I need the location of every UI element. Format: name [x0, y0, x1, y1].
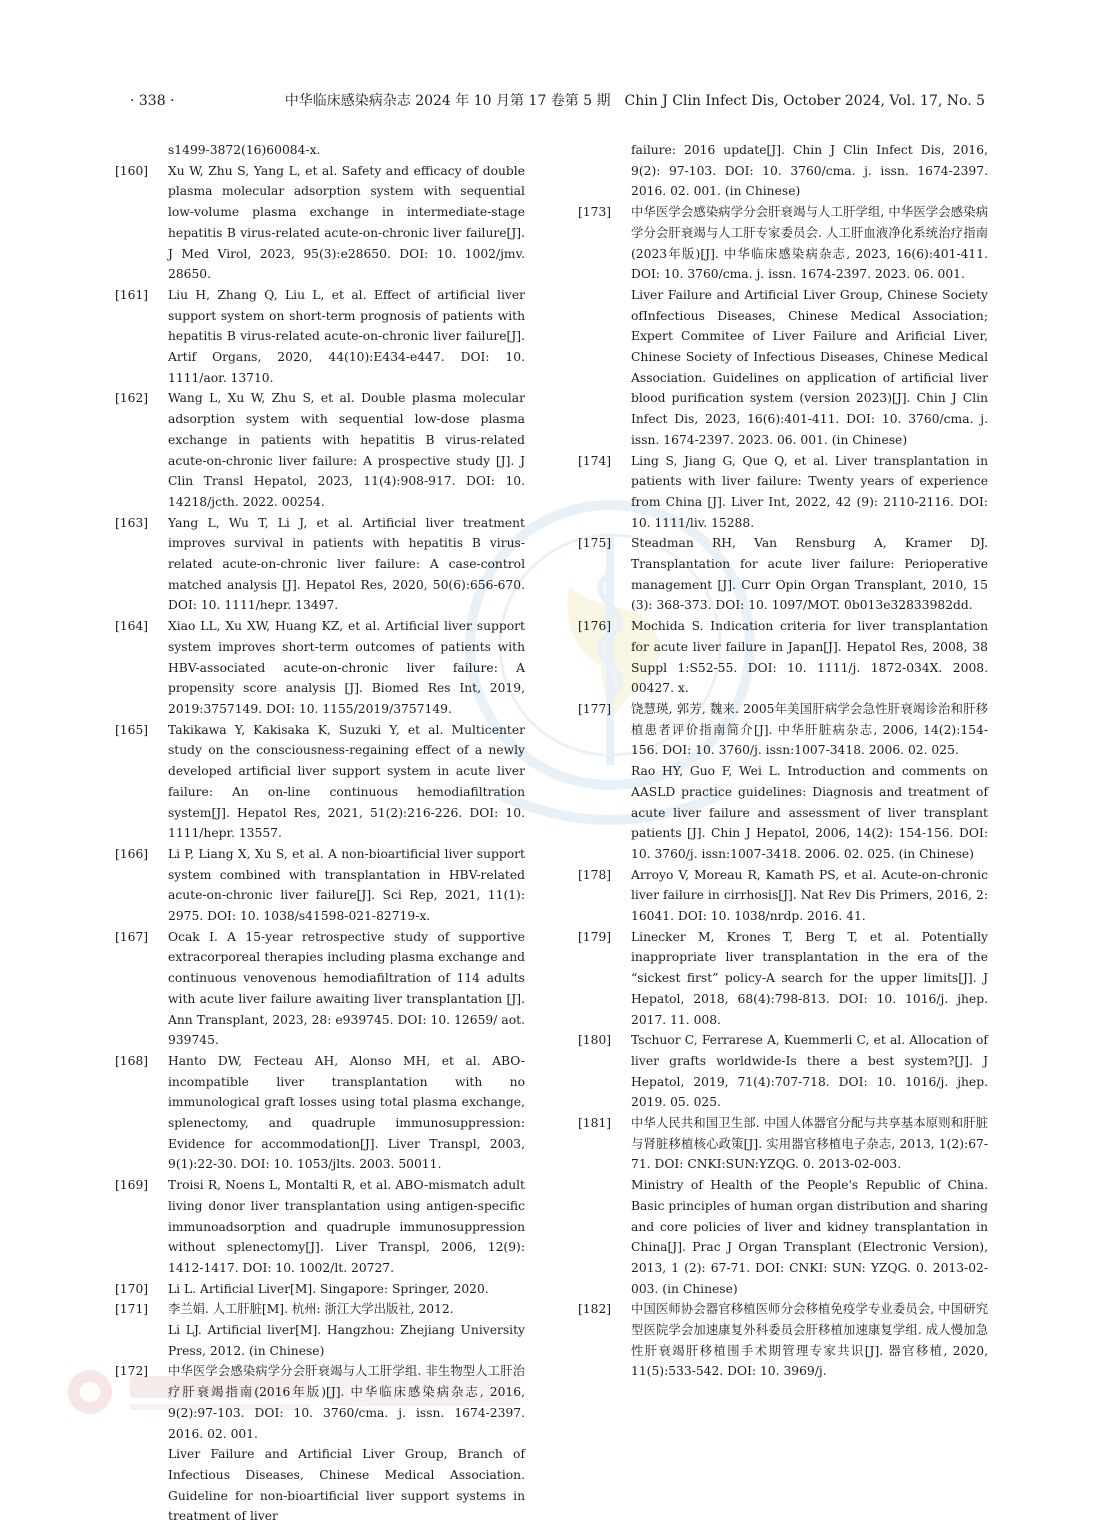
reference-number: [163] [115, 515, 149, 530]
reference-number: [177] [578, 701, 612, 716]
reference-number: [172] [115, 1364, 149, 1379]
reference-column-left [115, 140, 525, 1527]
reference-number: [160] [115, 163, 149, 178]
reference-number: [179] [578, 929, 612, 944]
reference-number: [161] [115, 287, 149, 302]
reference-text: Li L. Artificial Liver[M]. Singapore: Springer, 2020. [168, 1281, 489, 1296]
reference-text: Liu H, Zhang Q, Liu L, et al. Effect of artificial liver support system on short-term prognosis of patients with hepatitis B virus-related acute-on-chronic liver failure[J]. Artif Organs, 2020, 44(10):E434-e447. DOI: 10. 1111/aor. 13710. [168, 287, 525, 385]
reference-number: [165] [115, 722, 149, 737]
reference-item [578, 1030, 988, 1113]
reference-text: 中华医学会感染病学分会肝衰竭与人工肝学组, 中华医学会感染病学分会肝衰竭与人工肝专家委员会. 人工肝血液净化系统治疗指南(2023年版)[J]. 中华临床感染病杂志, 2023, 16(6):401-411. DOI: 10. 3760/cma. j. issn. 1674-2397. 2023. 06. 001. [631, 205, 988, 282]
reference-item [578, 1299, 988, 1382]
reference-item [115, 1175, 525, 1279]
reference-english-text: Ministry of Health of the People's Republic of China. Basic principles of human organ distribution and sharing and core policies of liver and kidney transplantation in China[J]. Prac J Organ Transplant (Electronic Version), 2013, 1 (2): 67-71. DOI: CNKI: SUN: YZQG. 0. 2013-02-003. (in Chinese) [631, 1178, 988, 1296]
reference-number: [181] [578, 1116, 612, 1131]
reference-text: Yang L, Wu T, Li J, et al. Artificial liver treatment improves survival in patients with hepatitis B virus-related acute-on-chronic liver failure: A case-control matched analysis [J]. Hepatol Res, 2020, 50(6):656-670. DOI: 10. 1111/hepr. 13497. [168, 515, 525, 613]
reference-item [115, 844, 525, 927]
reference-english-text: Rao HY, Guo F, Wei L. Introduction and comments on AASLD practice guidelines: Diagnosis and treatment of acute liver failure and assessment of liver transplant patients [J]. Chin J Hepatol, 2006, 14(2): 154-156. DOI: 10. 3760/j. issn:1007-3418. 2006. 02. 025. (in Chinese) [631, 764, 988, 861]
reference-number: [175] [578, 536, 612, 551]
reference-continuation [578, 140, 988, 202]
reference-item [115, 1361, 525, 1527]
reference-item [578, 927, 988, 1031]
reference-text: Tschuor C, Ferrarese A, Kuemmerli C, et al. Allocation of liver grafts worldwide-Is there a best system?[J]. J Hepatol, 2019, 71(4):707-718. DOI: 10. 1016/j. jhep. 2019. 05. 025. [631, 1033, 988, 1110]
reference-text: Steadman RH, Van Rensburg A, Kramer DJ. Transplantation for acute liver failure: Perioperative management [J]. Curr Opin Organ Transplant, 2010, 15 (3): 368-373. DOI: 10. 1097/MOT. 0b013e32833982dd. [631, 536, 988, 613]
reference-number: [166] [115, 846, 149, 861]
reference-english-text: Liver Failure and Artificial Liver Group, Chinese Society ofInfectious Diseases, Chinese Medical Association; Expert Commitee of Liver Failure and Arificial Liver, Chinese Society of Infectious Diseases, Chinese Medical Association. Guidelines on application of artificial liver blood purification system (version 2023)[J]. Chin J Clin Infect Dis, 2023, 16(6):401-411. DOI: 10. 3760/cma. j. issn. 1674-2397. 2023. 06. 001. (in Chinese) [631, 287, 988, 447]
reference-number: [178] [578, 867, 612, 882]
reference-text: Mochida S. Indication criteria for liver transplantation for acute liver failure in Japan[J]. Hepatol Res, 2008, 38 Suppl 1:S52-55. DOI: 10. 1111/j. 1872-034X. 2008. 00427. x. [631, 619, 988, 696]
reference-number: [182] [578, 1302, 612, 1317]
reference-text: Hanto DW, Fecteau AH, Alonso MH, et al. ABO-incompatible liver transplantation with no immunological graft losses using total plasma exchange, splenectomy, and quadruple immunosuppression: Evidence for accommodation[J]. Liver Transpl, 2003, 9(1):22-30. DOI: 10. 1053/jlts. 2003. 50011. [168, 1053, 525, 1172]
reference-item [115, 720, 525, 844]
reference-number: [168] [115, 1053, 149, 1068]
reference-text: Ling S, Jiang G, Que Q, et al. Liver transplantation in patients with liver failure: Twenty years of experience from China [J]. Liver Int, 2022, 42 (9): 2110-2116. DOI: 10. 1111/liv. 15288. [631, 453, 988, 530]
reference-number: [176] [578, 619, 612, 634]
reference-text: Ocak I. A 15-year retrospective study of supportive extracorporeal therapies including plasma exchange and continuous venovenous hemodiafiltration of 114 adults with acute liver failure awaiting liver transplantation [J]. Ann Transplant, 2023, 28: e939745. DOI: 10. 12659/ aot. 939745. [168, 929, 525, 1048]
reference-text: 饶慧瑛, 郭芳, 魏来. 2005年美国肝病学会急性肝衰竭诊治和肝移植患者评价指南简介[J]. 中华肝脏病杂志, 2006, 14(2):154-156. DOI: 10. 3760/j. issn:1007-3418. 2006. 02. 025. [631, 701, 988, 758]
reference-item [578, 1113, 988, 1299]
reference-text: Li P, Liang X, Xu S, et al. A non-bioartificial liver support system combined with transplantation in HBV-related acute-on-chronic liver failure[J]. Sci Rep, 2021, 11(1): 2975. DOI: 10. 1038/s41598-021-82719-x. [168, 846, 525, 924]
reference-item [578, 865, 988, 927]
reference-item [115, 1299, 525, 1361]
reference-number: [167] [115, 929, 149, 944]
reference-number: [174] [578, 453, 612, 468]
reference-number: [171] [115, 1302, 149, 1317]
reference-item [115, 1279, 525, 1300]
reference-text: 中华医学会感染病学分会肝衰竭与人工肝学组. 非生物型人工肝治疗肝衰竭指南(2016年版)[J]. 中华临床感染病杂志, 2016, 9(2):97-103. DOI: 10. 3760/cma. j. issn. 1674-2397. 2016. 02. 001. [168, 1364, 525, 1441]
reference-number: [173] [578, 205, 612, 220]
reference-number: [180] [578, 1033, 612, 1048]
reference-item [578, 451, 988, 534]
reference-item [115, 616, 525, 720]
reference-english-text: Li LJ. Artificial liver[M]. Hangzhou: Zhejiang University Press, 2012. (in Chinese) [168, 1323, 525, 1358]
reference-item [578, 202, 988, 450]
reference-text: Takikawa Y, Kakisaka K, Suzuki Y, et al. Multicenter study on the consciousness-regaining effect of a newly developed artificial liver support system in acute liver failure: An on-line continuous hemodiafiltration system[J]. Hepatol Res, 2021, 51(2):216-226. DOI: 10. 1111/hepr. 13557. [168, 722, 525, 841]
reference-item [115, 927, 525, 1051]
reference-text: Xiao LL, Xu XW, Huang KZ, et al. Artificial liver support system improves short-term outcomes of patients with HBV-associated acute-on-chronic liver failure: A propensity score analysis [J]. Biomed Res Int, 2019, 2019:3757149. DOI: 10. 1155/2019/3757149. [168, 619, 525, 716]
reference-item [578, 533, 988, 616]
reference-text: Troisi R, Noens L, Montalti R, et al. ABO-mismatch adult living donor liver transplantation using antigen-specific immunoadsorption and quadruple immunosuppression without splenectomy[J]. Liver Transpl, 2006, 12(9): 1412-1417. DOI: 10. 1002/lt. 20727. [168, 1178, 525, 1275]
reference-text: 中国医师协会器官移植医师分会移植免疫学专业委员会, 中国研究型医院学会加速康复外科委员会肝移植加速康复学组. 成人慢加急性肝衰竭肝移植围手术期管理专家共识[J]. 器官移植, 2020, 11(5):533-542. DOI: 10. 3969/j. [631, 1302, 988, 1379]
page-number: · 338 · [130, 93, 175, 109]
reference-item [115, 513, 525, 617]
reference-item [115, 285, 525, 389]
reference-item [115, 1051, 525, 1175]
reference-number: [164] [115, 619, 149, 634]
reference-text: Xu W, Zhu S, Yang L, et al. Safety and efficacy of double plasma molecular adsorption system with sequential low-volume plasma exchange in intermediate-stage hepatitis B virus-related acute-on-chronic liver failure[J]. J Med Virol, 2023, 95(3):e28650. DOI: 10. 1002/jmv. 28650. [168, 163, 525, 282]
reference-number: [169] [115, 1178, 149, 1193]
reference-item [115, 388, 525, 512]
journal-title-line: 中华临床感染病杂志 2024 年 10 月第 17 卷第 5 期 Chin J Clin Infect Dis, October 2024, Vol. 17, No. 5 [284, 93, 985, 109]
reference-item [578, 699, 988, 865]
reference-item [578, 616, 988, 699]
reference-text: s1499-3872(16)60084-x. [168, 143, 321, 157]
reference-item [115, 161, 525, 285]
running-header [130, 90, 985, 112]
reference-english-text: Liver Failure and Artificial Liver Group, Branch of Infectious Diseases, Chinese Medical Association. Guideline for non-bioartificial liver support systems in treatment of liver [168, 1447, 525, 1524]
reference-column-right [578, 140, 988, 1382]
reference-number: [162] [115, 391, 149, 406]
reference-number: [170] [115, 1281, 149, 1296]
reference-text: 李兰娟. 人工肝脏[M]. 杭州: 浙江大学出版社, 2012. [168, 1302, 454, 1317]
reference-text: Linecker M, Krones T, Berg T, et al. Potentially inappropriate liver transplantation in the era of the “sickest first” policy-A search for the upper limits[J]. J Hepatol, 2018, 68(4):798-813. DOI: 10. 1016/j. jhep. 2017. 11. 008. [631, 929, 988, 1027]
reference-text: 中华人民共和国卫生部. 中国人体器官分配与共享基本原则和肝脏与肾脏移植核心政策[J]. 实用器官移植电子杂志, 2013, 1(2):67-71. DOI: CNKI:SUN:YZQG. 0. 2013-02-003. [631, 1116, 988, 1172]
reference-continuation [115, 140, 525, 161]
reference-text: failure: 2016 update[J]. Chin J Clin Infect Dis, 2016, 9(2): 97-103. DOI: 10. 3760/cma. j. issn. 1674-2397. 2016. 02. 001. (in Chinese) [631, 143, 988, 199]
reference-text: Wang L, Xu W, Zhu S, et al. Double plasma molecular adsorption system with sequential low-dose plasma exchange in patients with hepatitis B virus-related acute-on-chronic liver failure: A prospective study [J]. J Clin Transl Hepatol, 2023, 11(4):908-917. DOI: 10. 14218/jcth. 2022. 00254. [168, 391, 525, 509]
reference-text: Arroyo V, Moreau R, Kamath PS, et al. Acute-on-chronic liver failure in cirrhosis[J]. Nat Rev Dis Primers, 2016, 2: 16041. DOI: 10. 1038/nrdp. 2016. 41. [631, 867, 988, 924]
